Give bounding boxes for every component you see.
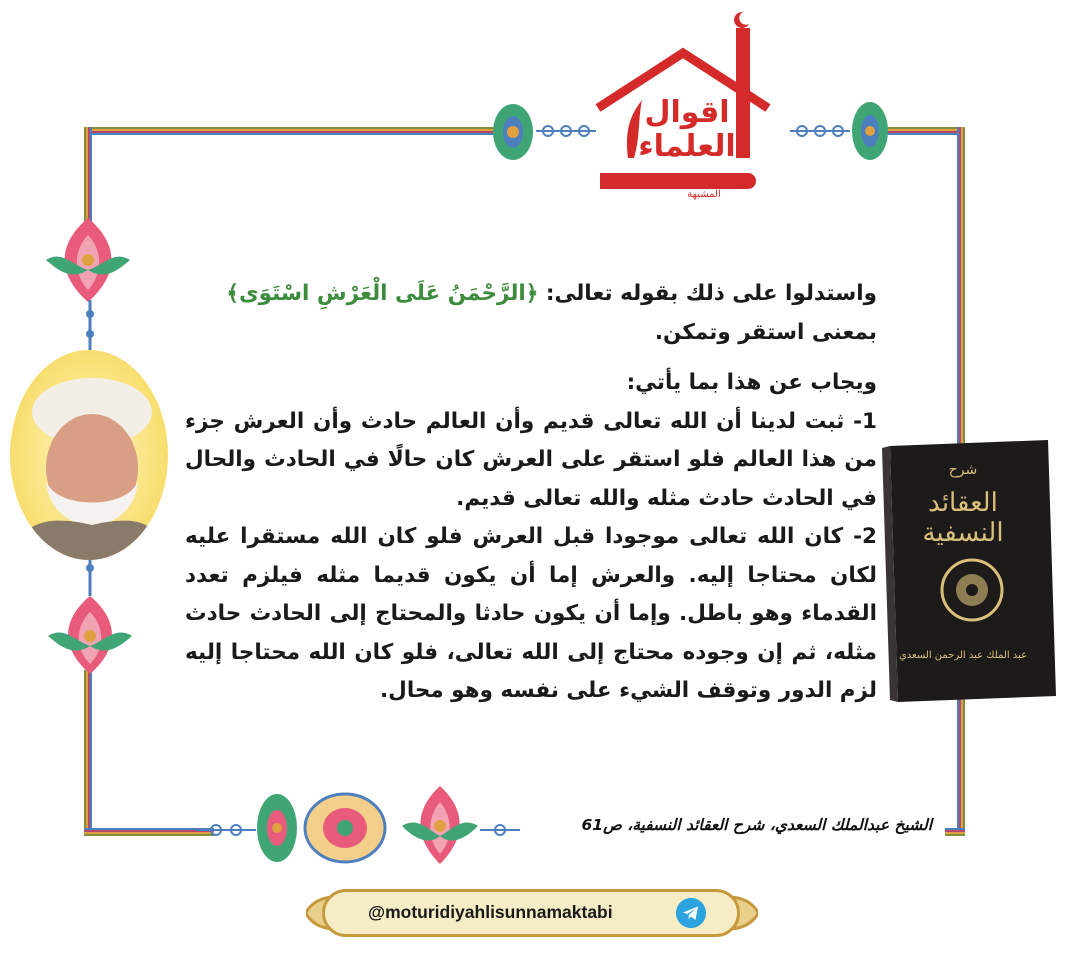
floral-ornament-icon: [488, 100, 538, 164]
floral-ornament-icon: [252, 788, 302, 868]
point-1: 1- ثبت لدينا أن الله تعالى قديم وأن العالم حادث وأن العرش جزء من هذا العالم فلو استقر على العرش كان حالًا في الحادث والحال في الحادث حادث مثله والله تعالى قديم.: [185, 408, 877, 511]
book-title: العقائد النسفية: [922, 488, 1004, 548]
frame-top-left: [84, 127, 494, 135]
vine-ornament-icon: [536, 118, 596, 144]
medallion-ornament-icon: [300, 790, 390, 866]
book-top-text: شرح: [948, 462, 978, 478]
lotus-ornament-icon: [42, 210, 134, 310]
floral-ornament-icon: [848, 98, 892, 164]
main-text: [185, 275, 877, 711]
point-2: 2- كان الله تعالى موجودا قبل العرش فلو كان الله مستقرا عليه لكان محتاجا إليه. والعرش إما أن يكون قديما مثله فيلزم تعدد القدماء وهو باطل. وإما أن يكون حادثا والمحتاج إلى الحادث حادث مثله، ثم إن وجوده محتاج إلى الله تعالى، فلو كان الله محتاجا إليه لزم الدور وتوقف الشيء على نفسه وهو محال.: [185, 524, 877, 703]
stem-ornament-icon: [80, 300, 100, 350]
citation: الشيخ عبدالملك السعدي، شرح العقائد النسفية، ص61: [581, 816, 932, 834]
frame-top-right: [885, 127, 965, 135]
quran-verse: ﴿الرَّحْمَنُ عَلَى الْعَرْشِ اسْتَوَى﴾: [226, 281, 539, 306]
book-cover-icon: [880, 440, 1056, 702]
lotus-ornament-icon: [44, 590, 136, 680]
portrait-image-icon: [10, 350, 168, 560]
logo-subtitle: مجموعة في ابطال عقائد المشبهة: [652, 178, 756, 200]
book-author: عبد الملك عبد الرحمن السعدي: [898, 650, 1028, 661]
frame-bottom: [84, 828, 214, 836]
vine-ornament-icon: [196, 812, 256, 848]
scholar-portrait: [10, 350, 168, 560]
vine-ornament-icon: [480, 812, 520, 848]
logo-title: اقوال العلماء: [638, 95, 736, 164]
lotus-ornament-icon: [400, 780, 480, 870]
intro-line: [185, 275, 877, 314]
frame-bottom-right: [945, 828, 965, 836]
telegram-handle[interactable]: @moturidiyahlisunnamaktabi: [368, 902, 613, 922]
meaning-line: بمعنى استقر وتمكن.: [654, 319, 877, 345]
telegram-icon[interactable]: [676, 898, 706, 928]
vine-ornament-icon: [790, 118, 850, 144]
frame-left-top: [84, 127, 92, 222]
intro-text: واستدلوا على ذلك بقوله تعالى:: [538, 281, 877, 306]
answer-intro: ويجاب عن هذا بما يأتي:: [626, 370, 877, 395]
frame-left-bottom: [84, 670, 92, 836]
